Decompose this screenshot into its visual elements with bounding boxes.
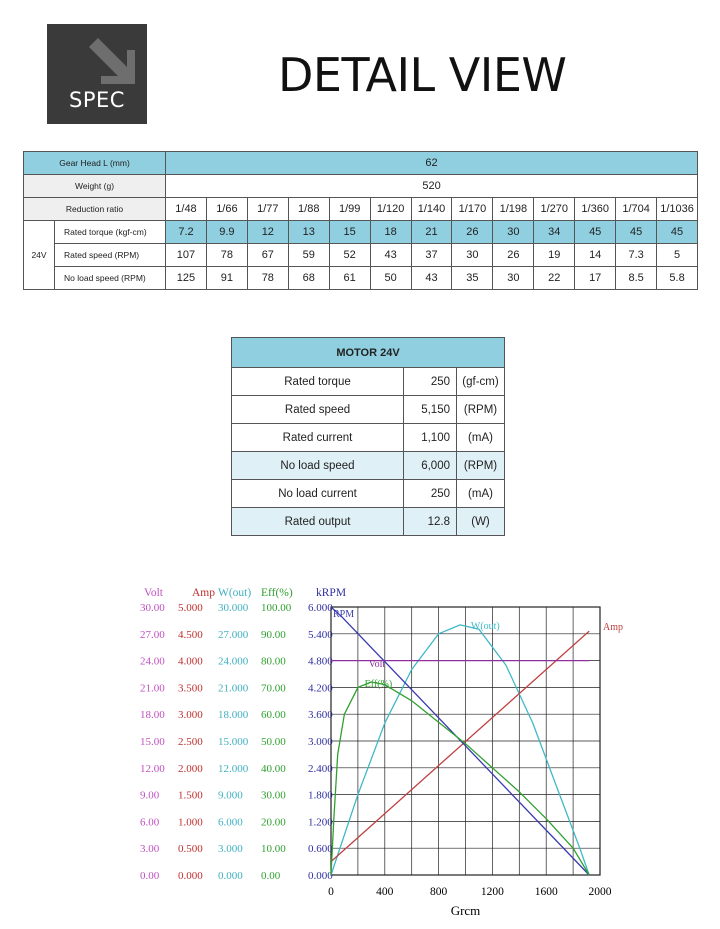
y-tick-label: 4.800 [308, 655, 333, 668]
table-cell: 52 [329, 244, 370, 267]
y-tick-label: 1.500 [178, 789, 203, 802]
table-cell: 5.8 [657, 267, 698, 290]
y-tick-label: 6.000 [308, 602, 333, 614]
x-tick-label: 1200 [480, 886, 504, 898]
y-tick-label: 2.500 [178, 736, 203, 748]
y-tick-label: 30.000 [218, 602, 249, 614]
table-cell: 5 [657, 244, 698, 267]
motor-table-row [232, 508, 505, 536]
table-cell: 13 [288, 221, 329, 244]
y-tick-label: 6.000 [218, 816, 243, 829]
y-tick-label: 21.000 [218, 682, 249, 695]
table-cell: 78 [247, 267, 288, 290]
table-cell: 14 [575, 244, 616, 267]
motor-param-unit: (RPM) [457, 396, 505, 424]
y-tick-label: 2.400 [308, 762, 333, 775]
table-cell: 45 [616, 221, 657, 244]
motor-table-row [232, 424, 505, 452]
table-cell: 26 [493, 244, 534, 267]
table-cell: 43 [370, 244, 411, 267]
table-cell: 26 [452, 221, 493, 244]
series-label: W(out) [470, 621, 500, 632]
reduction-ratio-cell: 1/704 [616, 198, 657, 221]
table-cell: 30 [493, 267, 534, 290]
table-cell: 43 [411, 267, 452, 290]
motor-param-label: Rated current [232, 424, 404, 452]
y-tick-label: 3.600 [308, 709, 333, 722]
y-tick-label: 12.000 [218, 762, 249, 775]
weight-label: Weight (g) [24, 175, 166, 198]
table-cell: 18 [370, 221, 411, 244]
y-tick-label: 24.000 [218, 655, 249, 668]
series-label: Volt [368, 659, 386, 670]
table-cell: 125 [166, 267, 207, 290]
table-cell: 30 [493, 221, 534, 244]
reduction-ratio-cell: 1/77 [247, 198, 288, 221]
reduction-ratio-cell: 1/140 [411, 198, 452, 221]
table-cell: 12 [247, 221, 288, 244]
motor-param-value: 12.8 [404, 508, 457, 536]
gear-spec-table [23, 151, 698, 290]
reduction-ratio-cell: 1/1036 [657, 198, 698, 221]
table-cell: 9.9 [206, 221, 247, 244]
motor-param-label: No load current [232, 480, 404, 508]
motor-table-row [232, 452, 505, 480]
motor-param-label: Rated speed [232, 396, 404, 424]
y-tick-label: 0.00 [140, 870, 160, 882]
motor-param-unit: (RPM) [457, 452, 505, 480]
y-tick-label: 12.00 [140, 762, 165, 775]
y-tick-label: 60.00 [261, 709, 286, 722]
y-tick-label: 20.00 [261, 816, 286, 829]
motor-param-value: 5,150 [404, 396, 457, 424]
table-cell: 45 [575, 221, 616, 244]
y-tick-label: 2.000 [178, 762, 203, 775]
y-tick-label: 18.000 [218, 709, 249, 722]
table-cell: 22 [534, 267, 575, 290]
table-cell: 15 [329, 221, 370, 244]
voltage-label: 24V [24, 221, 55, 290]
motor-param-unit: (mA) [457, 424, 505, 452]
series-label: RPM [333, 609, 355, 620]
motor-param-label: No load speed [232, 452, 404, 480]
y-tick-label: 40.00 [261, 762, 286, 775]
table-cell: 34 [534, 221, 575, 244]
y-tick-label: 27.00 [140, 628, 165, 641]
table-cell: 7.3 [616, 244, 657, 267]
x-axis-title: Grcm [450, 903, 481, 918]
y-tick-label: 5.400 [308, 628, 333, 641]
table-cell: 7.2 [166, 221, 207, 244]
motor-table-title: MOTOR 24V [232, 338, 505, 368]
y-tick-label: 15.00 [140, 736, 165, 748]
reduction-ratio-cell: 1/48 [166, 198, 207, 221]
motor-param-value: 6,000 [404, 452, 457, 480]
reduction-ratio-cell: 1/360 [575, 198, 616, 221]
y-tick-label: 15.000 [218, 736, 249, 748]
y-tick-label: 90.00 [261, 628, 286, 641]
reduction-ratio-cell: 1/198 [493, 198, 534, 221]
row-label: Rated speed (RPM) [55, 244, 166, 267]
reduction-ratio-label: Reduction ratio [24, 198, 166, 221]
motor-param-unit: (gf-cm) [457, 368, 505, 396]
performance-chart [130, 580, 630, 920]
y-tick-label: 30.00 [261, 789, 286, 802]
y-tick-label: 10.00 [261, 843, 286, 856]
y-tick-label: 9.000 [218, 789, 243, 802]
y-tick-label: 1.800 [308, 789, 333, 802]
y-tick-label: 3.000 [178, 709, 203, 722]
table-cell: 107 [166, 244, 207, 267]
table-cell: 19 [534, 244, 575, 267]
y-tick-label: 0.600 [308, 843, 333, 856]
y-tick-label: 0.500 [178, 843, 203, 856]
motor-table-row [232, 396, 505, 424]
reduction-ratio-cell: 1/66 [206, 198, 247, 221]
series-label: Eff(%) [364, 679, 393, 690]
table-cell: 78 [206, 244, 247, 267]
y-tick-label: 4.500 [178, 628, 203, 641]
y-tick-label: 3.000 [308, 736, 333, 748]
table-cell: 37 [411, 244, 452, 267]
reduction-ratio-cell: 1/170 [452, 198, 493, 221]
y-tick-label: 30.00 [140, 602, 165, 614]
y-tick-label: 3.00 [140, 843, 160, 856]
table-cell: 67 [247, 244, 288, 267]
motor-table-row [232, 368, 505, 396]
spec-badge-label: SPEC [69, 88, 125, 112]
table-cell: 59 [288, 244, 329, 267]
gear-head-value: 62 [166, 152, 698, 175]
motor-param-value: 250 [404, 480, 457, 508]
table-cell: 8.5 [616, 267, 657, 290]
y-tick-label: 21.00 [140, 682, 165, 695]
x-tick-label: 1600 [534, 886, 558, 898]
weight-value: 520 [166, 175, 698, 198]
table-cell: 17 [575, 267, 616, 290]
y-tick-label: 0.000 [308, 870, 333, 882]
y-tick-label: 6.00 [140, 816, 160, 829]
reduction-ratio-cell: 1/270 [534, 198, 575, 221]
axis-title: W(out) [218, 587, 252, 599]
motor-param-value: 1,100 [404, 424, 457, 452]
y-tick-label: 4.000 [178, 655, 203, 668]
y-tick-label: 0.000 [218, 870, 243, 882]
y-tick-label: 9.00 [140, 789, 160, 802]
motor-param-value: 250 [404, 368, 457, 396]
table-cell: 50 [370, 267, 411, 290]
axis-title: Eff(%) [261, 587, 293, 599]
y-tick-label: 3.000 [218, 843, 243, 856]
gear-head-label: Gear Head L (mm) [24, 152, 166, 175]
y-tick-label: 50.00 [261, 736, 286, 748]
y-tick-label: 27.000 [218, 628, 249, 641]
y-tick-label: 24.00 [140, 655, 165, 668]
y-tick-label: 5.000 [178, 602, 203, 614]
table-cell: 35 [452, 267, 493, 290]
y-tick-label: 0.00 [261, 870, 281, 882]
row-label: Rated torque (kgf-cm) [55, 221, 166, 244]
axis-title: Amp [192, 587, 215, 599]
table-cell: 68 [288, 267, 329, 290]
y-tick-label: 3.500 [178, 682, 203, 695]
motor-param-label: Rated output [232, 508, 404, 536]
row-label: No load speed (RPM) [55, 267, 166, 290]
x-tick-label: 400 [376, 886, 394, 898]
motor-param-unit: (mA) [457, 480, 505, 508]
x-tick-label: 800 [429, 886, 448, 898]
motor-param-unit: (W) [457, 508, 505, 536]
motor-param-label: Rated torque [232, 368, 404, 396]
spec-badge [47, 24, 147, 124]
y-tick-label: 80.00 [261, 655, 286, 668]
y-tick-label: 18.00 [140, 709, 165, 722]
axis-title: Volt [144, 587, 163, 599]
series-label: Amp [603, 622, 623, 633]
reduction-ratio-cell: 1/88 [288, 198, 329, 221]
y-tick-label: 70.00 [261, 682, 286, 695]
x-tick-label: 0 [328, 886, 334, 898]
arrow-down-right-icon [85, 34, 137, 86]
reduction-ratio-cell: 1/99 [329, 198, 370, 221]
table-cell: 21 [411, 221, 452, 244]
axis-title: kRPM [316, 587, 347, 599]
table-cell: 45 [657, 221, 698, 244]
table-cell: 61 [329, 267, 370, 290]
table-cell: 91 [206, 267, 247, 290]
y-tick-label: 1.000 [178, 816, 203, 829]
reduction-ratio-cell: 1/120 [370, 198, 411, 221]
motor-spec-table [231, 337, 505, 536]
y-tick-label: 4.200 [308, 682, 333, 695]
motor-table-row [232, 480, 505, 508]
y-tick-label: 100.00 [261, 602, 292, 614]
x-tick-label: 2000 [588, 886, 612, 898]
y-tick-label: 1.200 [308, 816, 333, 829]
page-title: DETAIL VIEW [278, 48, 567, 102]
y-tick-label: 0.000 [178, 870, 203, 882]
table-cell: 30 [452, 244, 493, 267]
